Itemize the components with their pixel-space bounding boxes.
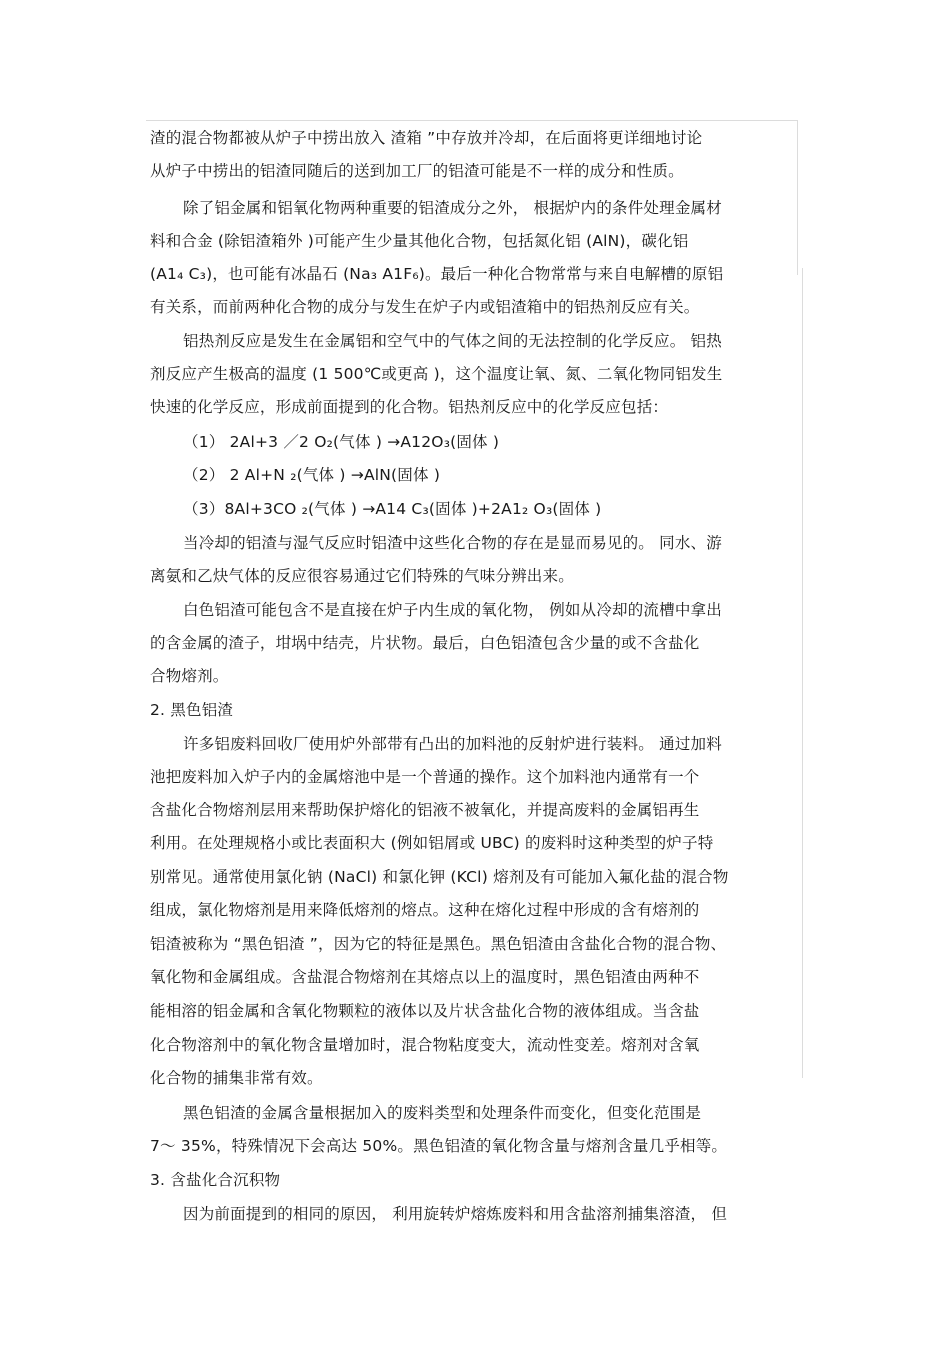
equation-line: （2） 2 Al+N ₂(气体 ) →AlN(固体 ) <box>183 466 441 484</box>
text-line: 有关系，而前两种化合物的成分与发生在炉子内或铝渣箱中的铝热剂反应有关。 <box>150 298 700 316</box>
text-line: 7～ 35%，特殊情况下会高达 50%。黑色铝渣的氧化物含量与熔剂含量几乎相等。 <box>150 1137 728 1155</box>
text-line: 含盐化合物熔剂层用来帮助保护熔化的铝液不被氧化，并提高废料的金属铝再生 <box>150 801 700 819</box>
text-line: 剂反应产生极高的温度 (1 500℃或更高 )，这个温度让氧、氮、二氧化物同铝发生 <box>150 365 723 383</box>
section-heading: 2. 黑色铝渣 <box>150 701 234 719</box>
text-line: 的含金属的渣子，坩埚中结壳，片状物。最后，白色铝渣包含少量的或不含盐化 <box>150 634 700 652</box>
text-line: 化合物溶剂中的氧化物含量增加时，混合物粘度变大，流动性变差。熔剂对含氧 <box>150 1036 700 1054</box>
text-line: 利用。在处理规格小或比表面积大 (例如铝屑或 UBC) 的废料时这种类型的炉子特 <box>150 834 714 852</box>
text-line: 当冷却的铝渣与湿气反应时铝渣中这些化合物的存在是显而易见的。 同水、游 <box>183 534 722 552</box>
text-line: (A1₄ C₃)，也可能有冰晶石 (Na₃ A1F₆)。最后一种化合物常常与来自电解槽的原铝 <box>150 265 724 283</box>
text-line: 池把废料加入炉子内的金属熔池中是一个普通的操作。这个加料池内通常有一个 <box>150 768 700 786</box>
text-line: 白色铝渣可能包含不是直接在炉子内生成的氧化物， 例如从冷却的流槽中拿出 <box>183 601 722 619</box>
text-line: 渣的混合物都被从炉子中捞出放入 渣箱 ”中存放并冷却，在后面将更详细地讨论 <box>150 129 703 147</box>
text-line: 化合物的捕集非常有效。 <box>150 1069 323 1087</box>
text-line: 别常见。通常使用氯化钠 (NaCl) 和氯化钾 (KCl) 熔剂及有可能加入氟化盐的混合物 <box>150 868 729 886</box>
section-heading: 3. 含盐化合沉积物 <box>150 1171 281 1189</box>
text-line: 氧化物和金属组成。含盐混合物熔剂在其熔点以上的温度时，黑色铝渣由两种不 <box>150 968 700 986</box>
text-line: 许多铝废料回收厂使用炉外部带有凸出的加料池的反射炉进行装料。 通过加料 <box>183 735 722 753</box>
text-line: 黑色铝渣的金属含量根据加入的废料类型和处理条件而变化，但变化范围是 <box>183 1104 702 1122</box>
text-line: 因为前面提到的相同的原因， 利用旋转炉熔炼废料和用含盐溶剂捕集溶渣， 但 <box>183 1205 728 1223</box>
text-line: 料和合金 (除铝渣箱外 )可能产生少量其他化合物，包括氮化铝 (AlN)，碳化铝 <box>150 232 689 250</box>
text-line: 铝热剂反应是发生在金属铝和空气中的气体之间的无法控制的化学反应。 铝热 <box>183 332 722 350</box>
text-line: 铝渣被称为 “黑色铝渣 ”，因为它的特征是黑色。黑色铝渣由含盐化合物的混合物、 <box>150 935 727 953</box>
text-line: 合物熔剂。 <box>150 667 229 685</box>
text-line: 快速的化学反应，形成前面提到的化合物。铝热剂反应中的化学反应包括： <box>150 398 669 416</box>
text-line: 能相溶的铝金属和含氧化物颗粒的液体以及片状含盐化合物的液体组成。当含盐 <box>150 1002 700 1020</box>
text-line: 离氨和乙炔气体的反应很容易通过它们特殊的气味分辨出来。 <box>150 567 574 585</box>
text-line: 除了铝金属和铝氧化物两种重要的铝渣成分之外， 根据炉内的条件处理金属材 <box>183 199 722 217</box>
equation-line: （3）8Al+3CO ₂(气体 ) →A14 C₃(固体 )+2A1₂ O₃(固体 ) <box>183 500 602 518</box>
equation-line: （1） 2Al+3 ／2 O₂(气体 ) →A12O₃(固体 ) <box>183 433 500 451</box>
text-line: 组成，氯化物熔剂是用来降低熔剂的熔点。这种在熔化过程中形成的含有熔剂的 <box>150 901 700 919</box>
text-line: 从炉子中捞出的铝渣同随后的送到加工厂的铝渣可能是不一样的成分和性质。 <box>150 162 684 180</box>
